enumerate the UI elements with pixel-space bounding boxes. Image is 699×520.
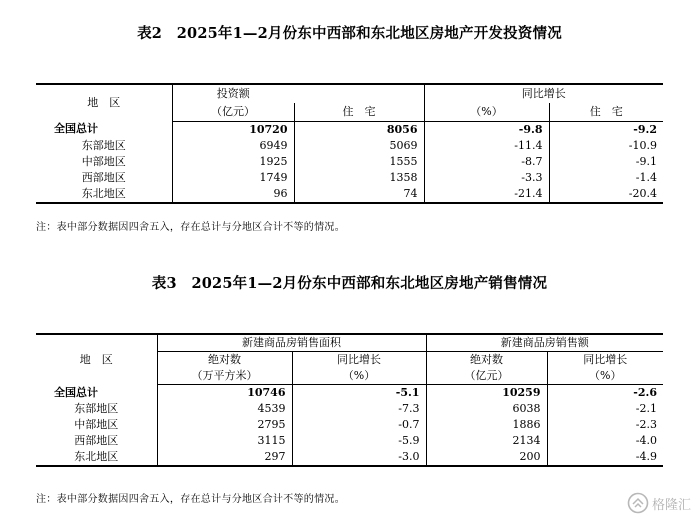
region-cell: 东北地区 xyxy=(74,450,119,463)
region-cell: 东部地区 xyxy=(74,402,119,415)
table-row xyxy=(36,401,663,417)
amount-growth-cell: -4.0 xyxy=(547,433,663,449)
table-row xyxy=(36,417,663,433)
header-empty xyxy=(294,84,424,103)
header-area-abs: 绝对数 xyxy=(157,352,292,369)
region-cell: 全国总计 xyxy=(54,385,98,399)
header-amount-growth-unit: （%） xyxy=(547,368,663,385)
table-row xyxy=(36,449,663,466)
header-area-growth-unit: （%） xyxy=(292,368,426,385)
table-row xyxy=(36,154,663,170)
region-cell: 西部地区 xyxy=(81,170,126,184)
growth-residential-cell: -20.4 xyxy=(549,186,663,203)
residential-cell: 1555 xyxy=(294,154,424,170)
header-investment: 投资额 xyxy=(172,84,294,103)
header-amount-abs: 绝对数 xyxy=(426,352,547,369)
table-row xyxy=(36,170,663,186)
region-cell: 中部地区 xyxy=(74,418,119,431)
area-growth-cell: -0.7 xyxy=(292,417,426,433)
growth-cell: -3.3 xyxy=(424,170,549,186)
investment-table xyxy=(36,83,663,204)
growth-cell: -21.4 xyxy=(424,186,549,203)
area-cell: 3115 xyxy=(157,433,292,449)
investment-cell: 96 xyxy=(172,186,294,203)
header-amount-unit: （亿元） xyxy=(426,368,547,385)
area-growth-cell: -5.9 xyxy=(292,433,426,449)
amount-cell: 200 xyxy=(426,449,547,466)
region-cell: 中部地区 xyxy=(81,154,126,168)
amount-cell: 10259 xyxy=(426,385,547,402)
growth-cell: -11.4 xyxy=(424,138,549,154)
table3-footnote: 注：表中部分数据因四舍五入，存在总计与分地区合计不等的情况。 xyxy=(36,494,345,505)
header-amount-group: 新建商品房销售额 xyxy=(426,334,663,352)
growth-cell: -9.8 xyxy=(424,121,549,138)
residential-cell: 74 xyxy=(294,186,424,203)
header-investment-unit: （亿元） xyxy=(172,103,294,121)
sales-table xyxy=(36,333,663,467)
growth-residential-cell: -9.2 xyxy=(549,121,663,138)
header-area-group: 新建商品房销售面积 xyxy=(157,334,426,352)
watermark xyxy=(627,492,691,514)
area-growth-cell: -3.0 xyxy=(292,449,426,466)
table-row xyxy=(36,138,663,154)
table3-title: 表3 2025年1—2月份东中西部和东北地区房地产销售情况 xyxy=(151,275,548,292)
header-region: 地 区 xyxy=(87,96,121,109)
amount-cell: 6038 xyxy=(426,401,547,417)
header-growth: 同比增长 xyxy=(424,84,663,103)
growth-residential-cell: -9.1 xyxy=(549,154,663,170)
table2-footnote: 注：表中部分数据因四舍五入，存在总计与分地区合计不等的情况。 xyxy=(36,222,345,233)
header-residential: 住 宅 xyxy=(294,103,424,121)
header-growth-unit: （%） xyxy=(424,103,549,121)
region-cell: 西部地区 xyxy=(74,434,119,447)
gelonghui-logo-icon xyxy=(627,492,649,514)
table-row xyxy=(36,385,663,402)
table2-title: 表2 2025年1—2月份东中西部和东北地区房地产开发投资情况 xyxy=(137,25,562,42)
residential-cell: 5069 xyxy=(294,138,424,154)
area-growth-cell: -5.1 xyxy=(292,385,426,402)
growth-cell: -8.7 xyxy=(424,154,549,170)
investment-cell: 10720 xyxy=(172,121,294,138)
amount-cell: 2134 xyxy=(426,433,547,449)
growth-residential-cell: -10.9 xyxy=(549,138,663,154)
header-amount-growth: 同比增长 xyxy=(547,352,663,369)
amount-growth-cell: -4.9 xyxy=(547,449,663,466)
growth-residential-cell: -1.4 xyxy=(549,170,663,186)
watermark-text: 格隆汇 xyxy=(651,497,691,513)
amount-growth-cell: -2.3 xyxy=(547,417,663,433)
region-cell: 东北地区 xyxy=(81,186,126,200)
residential-cell: 8056 xyxy=(294,121,424,138)
investment-cell: 6949 xyxy=(172,138,294,154)
region-cell: 东部地区 xyxy=(81,138,126,152)
table-row xyxy=(36,433,663,449)
header-region: 地 区 xyxy=(79,352,113,366)
table-row xyxy=(36,186,663,203)
region-cell: 全国总计 xyxy=(54,122,98,136)
header-area-unit: （万平方米） xyxy=(157,368,292,385)
header-area-growth: 同比增长 xyxy=(292,352,426,369)
table-row xyxy=(36,121,663,138)
amount-cell: 1886 xyxy=(426,417,547,433)
area-cell: 10746 xyxy=(157,385,292,402)
area-cell: 4539 xyxy=(157,401,292,417)
area-growth-cell: -7.3 xyxy=(292,401,426,417)
amount-growth-cell: -2.6 xyxy=(547,385,663,402)
amount-growth-cell: -2.1 xyxy=(547,401,663,417)
area-cell: 297 xyxy=(157,449,292,466)
header-growth-residential: 住 宅 xyxy=(549,103,663,121)
area-cell: 2795 xyxy=(157,417,292,433)
residential-cell: 1358 xyxy=(294,170,424,186)
investment-cell: 1749 xyxy=(172,170,294,186)
investment-cell: 1925 xyxy=(172,154,294,170)
